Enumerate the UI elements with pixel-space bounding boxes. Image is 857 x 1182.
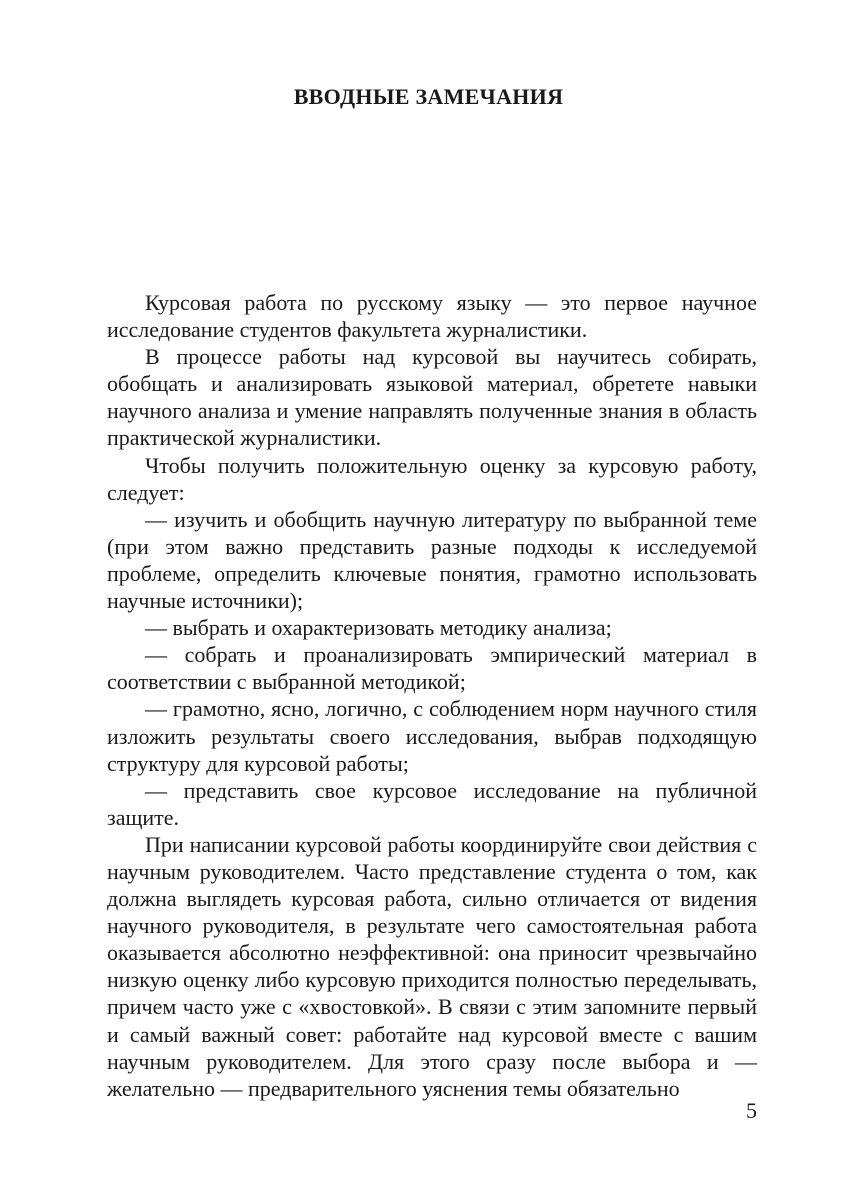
page-number: 5 — [746, 1098, 757, 1123]
chapter-title: ВВОДНЫЕ ЗАМЕЧАНИЯ — [293, 84, 564, 109]
list-item-results: — грамотно, ясно, логично, с соблюдением норм научного стиля изложить результаты своего исследования, выбрав подходящую структуру для курсовой работы; — [107, 696, 757, 776]
body-text — [107, 289, 757, 1102]
paragraph-intro: Курсовая работа по русскому языку — это первое научное исследование студентов факультета журналистики. — [107, 290, 757, 343]
paragraph-advice: При написании курсовой работы координируйте свои действия с научным руководителем. Часто представление студента о том, как должна выглядеть курсовая работа, сильно отличается от видения научного руководителя, в результате чего самостоятельная работа оказывается абсолютно неэффективной: она приносит чрезвычайно низкую оценку либо курсовую приходится полностью переделывать, причем часто уже с «хвостовкой». В связи с этим запомните первый и самый важный совет: работайте над курсовой вместе с вашим научным руководителем. Для этого сразу после выбора и — желательно — предварительного уяснения темы обязательно — [107, 831, 757, 1101]
list-item-method: — выбрать и охарактеризовать методику анализа; — [145, 615, 612, 641]
paragraph-process: В процессе работы над курсовой вы научитесь собирать, обобщать и анализировать языковой материал, обретете навыки научного анализа и умение направлять полученные знания в область практической журналистики. — [107, 344, 757, 451]
paragraph-requirements: Чтобы получить положительную оценку за курсовую работу, следует: — [107, 452, 757, 505]
list-item-literature: — изучить и обобщить научную литературу по выбранной теме (при этом важно представить разные подходы к исследуемой проблеме, определить ключевые понятия, грамотно использовать научные источники); — [107, 506, 757, 614]
list-item-defense: — представить свое курсовое исследование на публичной защите. — [107, 777, 757, 830]
list-item-material: — собрать и проанализировать эмпирический материал в соответствии с выбранной методикой; — [107, 642, 757, 695]
